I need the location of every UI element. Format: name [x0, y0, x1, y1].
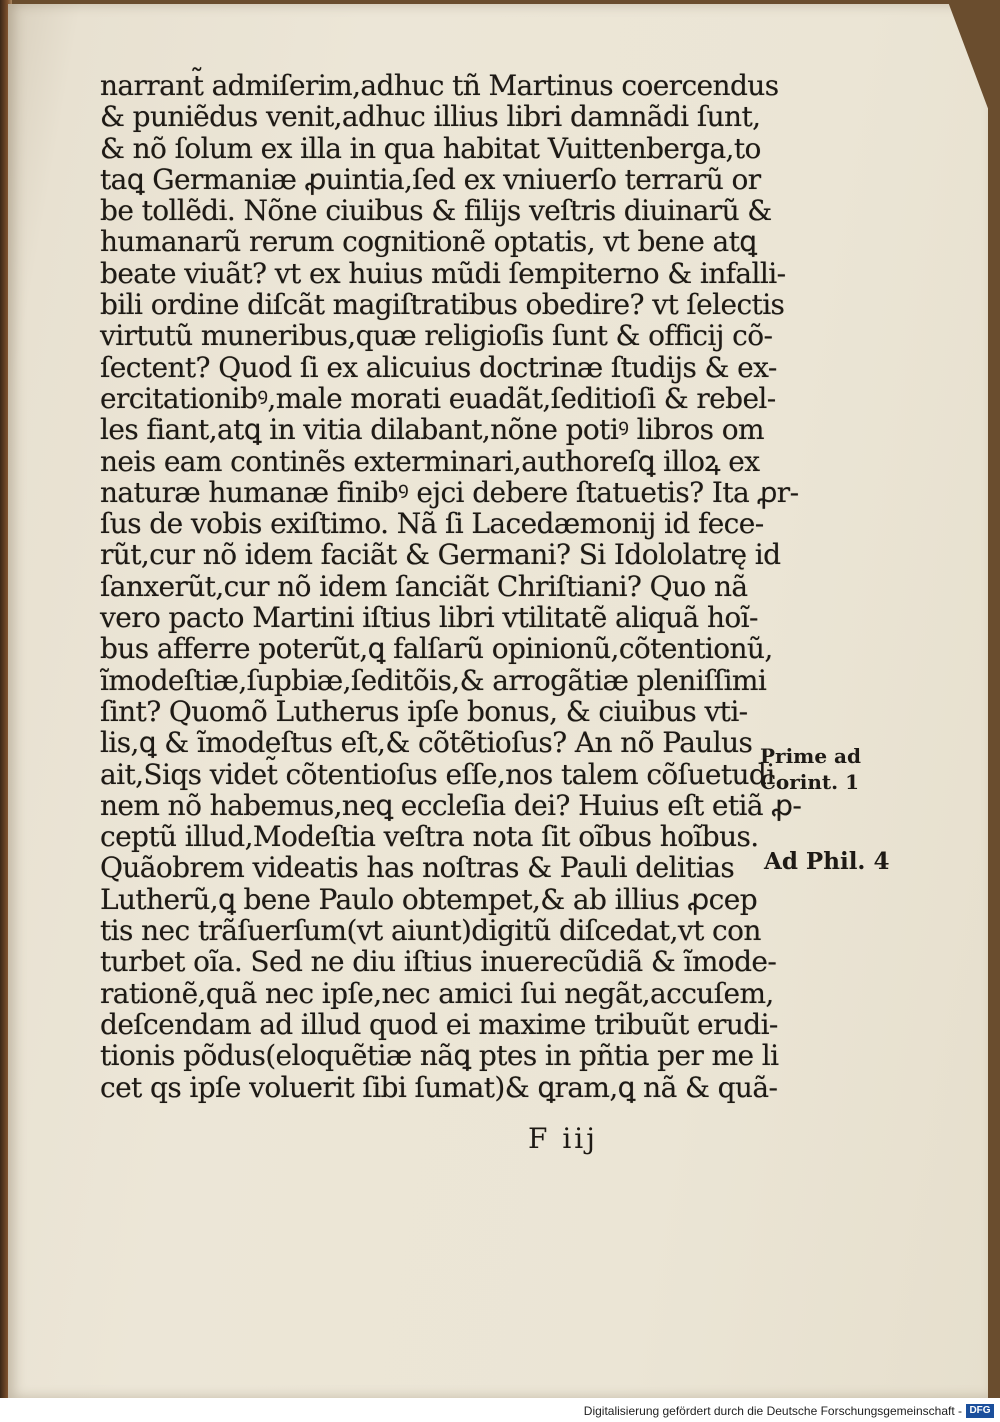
- text-line: cet qs ipſe voluerit ſibi ſumat)& ꝗram,ꝗ nã & quã-: [100, 1070, 778, 1104]
- text-line: deſcendam ad illud quod ei maxime tribuũt erudi-: [100, 1007, 778, 1041]
- text-line: virtutũ muneribus,quæ religioſis ſunt & officij cõ-: [100, 319, 773, 353]
- text-line: nem nõ habemus,neꝗ eccleſia dei? Huius eſt etiã ꝓ-: [100, 788, 802, 822]
- text-line: bus afferre poterũt,ꝗ falſarũ opinionũ,cõtentionũ,: [100, 632, 773, 666]
- text-line: Quãobrem videatis has noſtras & Pauli delitias: [100, 851, 735, 885]
- text-line: naturæ humanæ finibꝰ ejci debere ſtatuetis? Ita ꝓr-: [100, 475, 799, 509]
- footer-strip: [0, 1398, 1000, 1422]
- text-line: tionis põdus(eloquẽtiæ nãꝗ ptes in pñtia per me li: [100, 1039, 779, 1073]
- marginal-note-corint: Corint. 1: [760, 770, 860, 794]
- text-line: vero pacto Martini iſtius libri vtilitatẽ aliquã hoĩ-: [100, 601, 758, 635]
- text-line: & nõ ſolum ex illa in qua habitat Vuittenberga,to: [100, 131, 761, 165]
- text-line: be tollẽdi. Nõne ciuibus & filijs veſtris diuinarũ &: [100, 194, 772, 228]
- text-line: rũt,cur nõ idem faciãt & Germani? Si Idololatrę id: [100, 538, 781, 572]
- text-line: tis nec trãſuerſum(vt aiunt)digitũ diſcedat,vt con: [100, 914, 761, 948]
- dfg-logo-icon: DFG: [966, 1404, 994, 1418]
- marginal-note-ad-phil: Ad Phil. 4: [764, 848, 890, 875]
- text-line: taꝗ Germaniæ ꝓuintia,ſed ex vniuerſo terrarũ or: [100, 162, 761, 196]
- text-line: ſint? Quomõ Lutherus ipſe bonus, & ciuibus vti-: [100, 694, 748, 728]
- text-line: les fiant,atꝗ in vitia dilabant,nõne potiꝰ libros om: [100, 413, 764, 447]
- text-line: ĩmodeſtiæ,ſupbiæ,ſeditõis,& arrogãtiæ pleniſſimi: [100, 663, 767, 697]
- text-line: neis eam continẽs exterminari,authoreſꝗ illoꝝ ex: [100, 444, 760, 478]
- text-line: Lutherũ,ꝗ bene Paulo obtempet,& ab illius ꝓcep: [100, 882, 758, 916]
- text-line: turbet oĩa. Sed ne diu iſtius inuerecũdiã & ĩmode-: [100, 945, 777, 979]
- text-line: rationẽ,quã nec ipſe,nec amici ſui negãt,accuſem,: [100, 976, 774, 1010]
- text-line: lis,ꝗ & ĩmodeſtus eſt,& cõtẽtioſus? An nõ Paulus: [100, 726, 753, 760]
- main-text-block: [100, 69, 802, 1104]
- text-line: bili ordine diſcãt magiſtratibus obedire? vt ſelectis: [100, 288, 785, 322]
- text-line: ſanxerũt,cur nõ idem ſanciãt Chriſtiani? Quo nã: [100, 569, 748, 603]
- digitization-credit: Digitalisierung gefördert durch die Deutsche Forschungsgemeinschaft -: [583, 1404, 962, 1418]
- text-line: ceptũ illud,Modeſtia veſtra nota ſit oĩbus hoĩbus.: [100, 820, 759, 854]
- text-line: narrant̃ admiſerim,adhuc tñ Martinus coercendus: [100, 69, 779, 102]
- text-line: ait,Siqs videt̃ cõtentioſus eſſe,nos talem cõſuetudi: [100, 757, 775, 791]
- text-line: ercitationibꝰ,male morati euadãt,ſeditioſi & rebel-: [100, 381, 776, 415]
- text-line: ſectent? Quod ſi ex alicuius doctrinæ ſtudijs & ex-: [100, 350, 777, 384]
- text-line: beate viuãt? vt ex huius mũdi ſempiterno & infalli-: [100, 256, 786, 290]
- text-line: humanarũ rerum cognitionẽ optatis, vt bene atꝗ: [100, 225, 757, 259]
- signature-mark: F iij: [528, 1122, 598, 1155]
- marginal-note-prime-ad: Prime ad: [760, 744, 861, 768]
- text-line: & puniẽdus venit,adhuc illius libri damnãdi ſunt,: [100, 100, 761, 134]
- text-line: ſus de vobis exiſtimo. Nã ſi Lacedæmonij id fece-: [100, 507, 764, 541]
